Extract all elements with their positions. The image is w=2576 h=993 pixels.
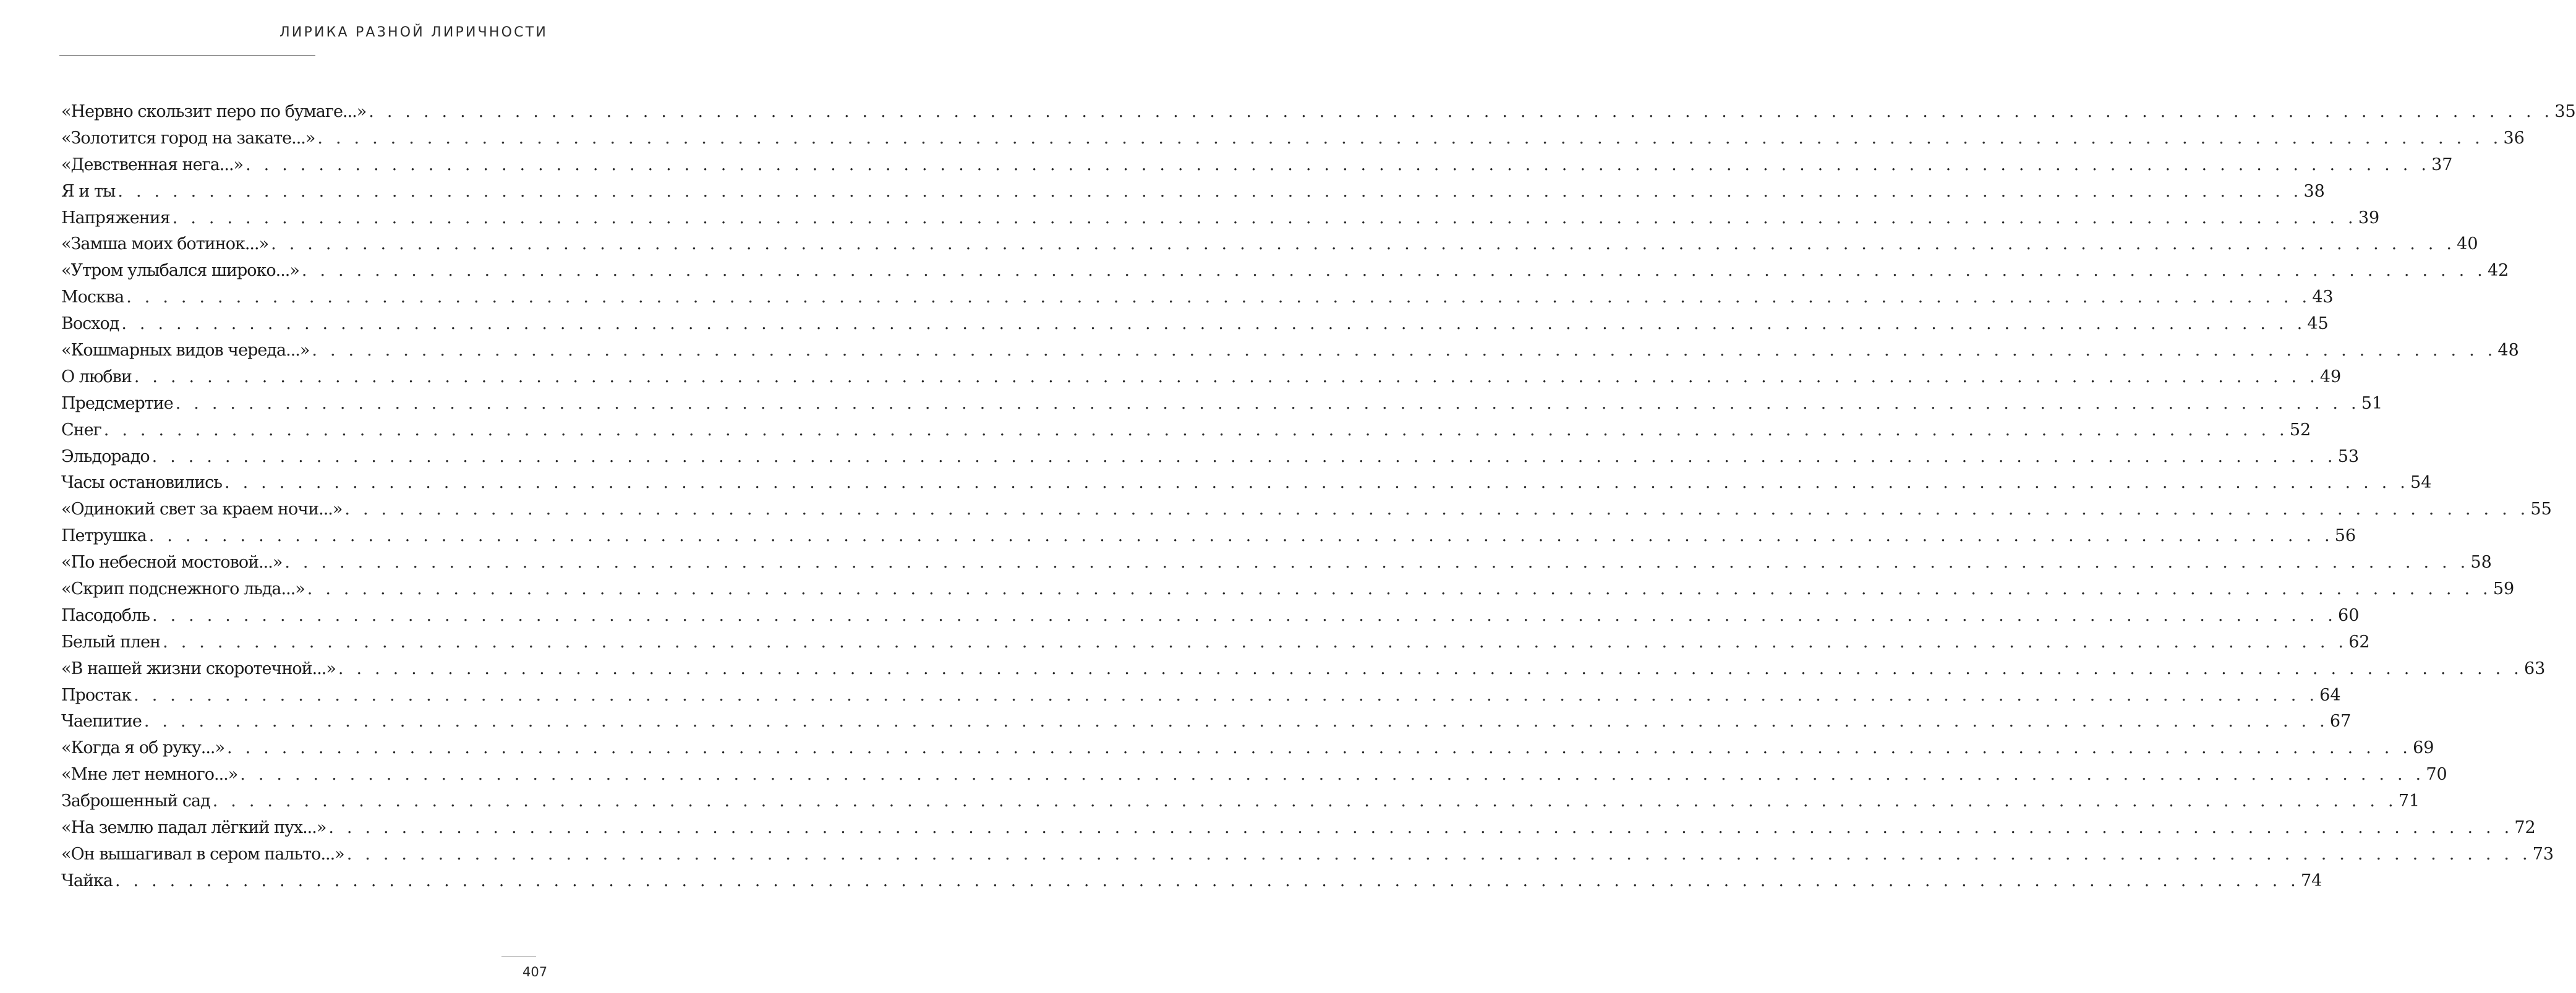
toc-entry xyxy=(61,205,2380,232)
dot-leader: . . . . . . . . . . . . . . . . . . . . . . . . . . . . . . . . . . . . . . . . . . . . . . . . . . . . . . . . . . . . . . . . . . . . . . . . . . . . . . . . . . . . . . . . . . . . . . . . . . . . . . . . . . . . . . . . . . . . . . . . xyxy=(301,261,2486,281)
toc-entry xyxy=(61,417,2311,444)
dot-leader: . . . . . . . . . . . . . . . . . . . . . . . . . . . . . . . . . . . . . . . . . . . . . . . . . . . . . . . . . . . . . . . . . . . . . . . . . . . . . . . . . . . . . . . . . . . . . . . . . . . . . . . . . . . . . . . . . . . . . . . . xyxy=(245,155,2431,174)
toc-entry xyxy=(61,364,2342,391)
toc-entry xyxy=(61,231,2478,258)
toc-entry xyxy=(61,126,2525,152)
dot-leader: . . . . . . . . . . . . . . . . . . . . . . . . . . . . . . . . . . . . . . . . . . . . . . . . . . . . . . . . . . . . . . . . . . . . . . . . . . . . . . . . . . . . . . . . . . . . . . . . . . . . . . . . . . . . . . . . . . . . . . . . xyxy=(312,341,2497,360)
toc-entry-page: 58 xyxy=(2470,553,2492,573)
toc-entry xyxy=(61,815,2536,842)
dot-leader: . . . . . . . . . . . . . . . . . . . . . . . . . . . . . . . . . . . . . . . . . . . . . . . . . . . . . . . . . . . . . . . . . . . . . . . . . . . . . . . . . . . . . . . . . . . . . . . . . . . . . . . . . . . . . . . . . . . . . . . . xyxy=(143,712,2329,731)
dot-leader: . . . . . . . . . . . . . . . . . . . . . . . . . . . . . . . . . . . . . . . . . . . . . . . . . . . . . . . . . . . . . . . . . . . . . . . . . . . . . . . . . . . . . . . . . . . . . . . . . . . . . . . . . . . . . . . . . . . . . . . . xyxy=(328,818,2514,838)
toc-entry xyxy=(61,496,2552,523)
dot-leader: . . . . . . . . . . . . . . . . . . . . . . . . . . . . . . . . . . . . . . . . . . . . . . . . . . . . . . . . . . . . . . . . . . . . . . . . . . . . . . . . . . . . . . . . . . . . . . . . . . . . . . . . . . . . . . . . . . . . . . . . xyxy=(121,314,2306,334)
toc-entry-page: 55 xyxy=(2530,500,2552,519)
toc-entry-page: 52 xyxy=(2289,420,2311,440)
toc-entry-title: «Замша моих ботинок...» xyxy=(61,234,269,254)
dot-leader: . . . . . . . . . . . . . . . . . . . . . . . . . . . . . . . . . . . . . . . . . . . . . . . . . . . . . . . . . . . . . . . . . . . . . . . . . . . . . . . . . . . . . . . . . . . . . . . . . . . . . . . . . . . . . . . . . . . . . . . . xyxy=(212,791,2397,811)
footer-rule xyxy=(501,956,536,957)
toc-entry-page: 74 xyxy=(2300,871,2322,890)
dot-leader: . . . . . . . . . . . . . . . . . . . . . . . . . . . . . . . . . . . . . . . . . . . . . . . . . . . . . . . . . . . . . . . . . . . . . . . . . . . . . . . . . . . . . . . . . . . . . . . . . . . . . . . . . . . . . . . . . . . . . . . . xyxy=(175,393,2360,413)
dot-leader: . . . . . . . . . . . . . . . . . . . . . . . . . . . . . . . . . . . . . . . . . . . . . . . . . . . . . . . . . . . . . . . . . . . . . . . . . . . . . . . . . . . . . . . . . . . . . . . . . . . . . . . . . . . . . . . . . . . . . . . . xyxy=(369,102,2554,121)
toc-entry-title: «Скрип подснежного льда...» xyxy=(61,579,305,599)
toc-entry xyxy=(61,284,2334,311)
toc-entry-page: 60 xyxy=(2338,605,2360,625)
toc-entry-title: Снег xyxy=(61,420,101,440)
header-rule xyxy=(59,55,315,56)
dot-leader: . . . . . . . . . . . . . . . . . . . . . . . . . . . . . . . . . . . . . . . . . . . . . . . . . . . . . . . . . . . . . . . . . . . . . . . . . . . . . . . . . . . . . . . . . . . . . . . . . . . . . . . . . . . . . . . . . . . . . . . . xyxy=(346,844,2531,864)
toc-entry-page: 36 xyxy=(2503,128,2525,148)
dot-leader: . . . . . . . . . . . . . . . . . . . . . . . . . . . . . . . . . . . . . . . . . . . . . . . . . . . . . . . . . . . . . . . . . . . . . . . . . . . . . . . . . . . . . . . . . . . . . . . . . . . . . . . . . . . . . . . . . . . . . . . . xyxy=(114,871,2300,890)
toc-entry-title: «Утром улыбался широко...» xyxy=(61,261,299,281)
toc-entry-page: 48 xyxy=(2497,341,2519,360)
dot-leader: . . . . . . . . . . . . . . . . . . . . . . . . . . . . . . . . . . . . . . . . . . . . . . . . . . . . . . . . . . . . . . . . . . . . . . . . . . . . . . . . . . . . . . . . . . . . . . . . . . . . . . . . . . . . . . . . . . . . . . . . xyxy=(152,605,2337,625)
toc-entry-page: 38 xyxy=(2303,181,2325,201)
dot-leader: . . . . . . . . . . . . . . . . . . . . . . . . . . . . . . . . . . . . . . . . . . . . . . . . . . . . . . . . . . . . . . . . . . . . . . . . . . . . . . . . . . . . . . . . . . . . . . . . . . . . . . . . . . . . . . . . . . . . . . . . xyxy=(134,685,2319,705)
toc-entry-title: Напряжения xyxy=(61,208,170,228)
toc-entry-page: 40 xyxy=(2457,234,2478,254)
toc-entry-page: 70 xyxy=(2426,765,2447,785)
toc-entry-title: «Он вышагивал в сером пальто...» xyxy=(61,844,344,864)
toc-entry-title: Пасодобль xyxy=(61,605,150,625)
toc-entry xyxy=(61,683,2341,709)
toc-entry xyxy=(61,99,2576,126)
toc-entry xyxy=(61,152,2453,179)
toc-entry-page: 64 xyxy=(2319,685,2341,705)
toc-entry-title: «Золотится город на закате...» xyxy=(61,128,315,148)
dot-leader: . . . . . . . . . . . . . . . . . . . . . . . . . . . . . . . . . . . . . . . . . . . . . . . . . . . . . . . . . . . . . . . . . . . . . . . . . . . . . . . . . . . . . . . . . . . . . . . . . . . . . . . . . . . . . . . . . . . . . . . . xyxy=(284,553,2470,573)
toc-entry-title: «В нашей жизни скоротечной...» xyxy=(61,658,336,678)
toc-entry-page: 54 xyxy=(2410,473,2432,493)
toc-entry-title: Москва xyxy=(61,288,124,307)
toc-entry xyxy=(61,788,2420,815)
toc-entry-page: 59 xyxy=(2493,579,2515,599)
toc-entry-title: «На землю падал лёгкий пух...» xyxy=(61,818,326,838)
toc-entry-title: «Одинокий свет за краем ночи...» xyxy=(61,500,343,519)
toc-entry-title: Заброшенный сад xyxy=(61,791,210,811)
toc-entry-title: «Кошмарных видов череда...» xyxy=(61,341,310,360)
toc-entry-title: Я и ты xyxy=(61,181,116,201)
toc-entry-page: 63 xyxy=(2523,658,2546,678)
toc-entry xyxy=(61,762,2447,788)
dot-leader: . . . . . . . . . . . . . . . . . . . . . . . . . . . . . . . . . . . . . . . . . . . . . . . . . . . . . . . . . . . . . . . . . . . . . . . . . . . . . . . . . . . . . . . . . . . . . . . . . . . . . . . . . . . . . . . . . . . . . . . . xyxy=(117,181,2303,201)
toc-entry xyxy=(61,842,2554,868)
dot-leader: . . . . . . . . . . . . . . . . . . . . . . . . . . . . . . . . . . . . . . . . . . . . . . . . . . . . . . . . . . . . . . . . . . . . . . . . . . . . . . . . . . . . . . . . . . . . . . . . . . . . . . . . . . . . . . . . . . . . . . . . xyxy=(271,234,2456,254)
toc-entry-page: 35 xyxy=(2554,102,2576,121)
toc-entry-title: Чайка xyxy=(61,871,113,890)
toc-entry-page: 39 xyxy=(2358,208,2380,228)
toc-entry xyxy=(61,656,2546,683)
toc-entry xyxy=(61,523,2356,550)
dot-leader: . . . . . . . . . . . . . . . . . . . . . . . . . . . . . . . . . . . . . . . . . . . . . . . . . . . . . . . . . . . . . . . . . . . . . . . . . . . . . . . . . . . . . . . . . . . . . . . . . . . . . . . . . . . . . . . . . . . . . . . . xyxy=(134,367,2319,386)
toc-entry-page: 71 xyxy=(2398,791,2420,811)
toc-entry xyxy=(61,470,2432,496)
dot-leader: . . . . . . . . . . . . . . . . . . . . . . . . . . . . . . . . . . . . . . . . . . . . . . . . . . . . . . . . . . . . . . . . . . . . . . . . . . . . . . . . . . . . . . . . . . . . . . . . . . . . . . . . . . . . . . . . . . . . . . . . xyxy=(224,473,2410,493)
toc-entry xyxy=(61,603,2360,629)
toc-entry-page: 56 xyxy=(2334,526,2356,546)
toc-entry-title: Предсмертие xyxy=(61,393,173,413)
toc-entry-page: 73 xyxy=(2532,844,2554,864)
toc-entry-title: Петрушка xyxy=(61,526,147,546)
dot-leader: . . . . . . . . . . . . . . . . . . . . . . . . . . . . . . . . . . . . . . . . . . . . . . . . . . . . . . . . . . . . . . . . . . . . . . . . . . . . . . . . . . . . . . . . . . . . . . . . . . . . . . . . . . . . . . . . . . . . . . . . xyxy=(103,420,2288,440)
dot-leader: . . . . . . . . . . . . . . . . . . . . . . . . . . . . . . . . . . . . . . . . . . . . . . . . . . . . . . . . . . . . . . . . . . . . . . . . . . . . . . . . . . . . . . . . . . . . . . . . . . . . . . . . . . . . . . . . . . . . . . . . xyxy=(317,128,2502,148)
toc-entry-title: Белый плен xyxy=(61,632,161,652)
dot-leader: . . . . . . . . . . . . . . . . . . . . . . . . . . . . . . . . . . . . . . . . . . . . . . . . . . . . . . . . . . . . . . . . . . . . . . . . . . . . . . . . . . . . . . . . . . . . . . . . . . . . . . . . . . . . . . . . . . . . . . . . xyxy=(172,208,2357,228)
dot-leader: . . . . . . . . . . . . . . . . . . . . . . . . . . . . . . . . . . . . . . . . . . . . . . . . . . . . . . . . . . . . . . . . . . . . . . . . . . . . . . . . . . . . . . . . . . . . . . . . . . . . . . . . . . . . . . . . . . . . . . . . xyxy=(163,632,2348,652)
dot-leader: . . . . . . . . . . . . . . . . . . . . . . . . . . . . . . . . . . . . . . . . . . . . . . . . . . . . . . . . . . . . . . . . . . . . . . . . . . . . . . . . . . . . . . . . . . . . . . . . . . . . . . . . . . . . . . . . . . . . . . . . xyxy=(240,765,2425,785)
running-head: ЛИРИКА РАЗНОЙ ЛИРИЧНОСТИ xyxy=(279,25,548,40)
toc-entry xyxy=(61,576,2515,603)
toc-entry xyxy=(61,868,2322,895)
toc-entry xyxy=(61,258,2509,284)
toc-entry xyxy=(61,709,2352,735)
toc-entry-page: 51 xyxy=(2361,393,2383,413)
toc-entry xyxy=(61,444,2360,471)
dot-leader: . . . . . . . . . . . . . . . . . . . . . . . . . . . . . . . . . . . . . . . . . . . . . . . . . . . . . . . . . . . . . . . . . . . . . . . . . . . . . . . . . . . . . . . . . . . . . . . . . . . . . . . . . . . . . . . . . . . . . . . . xyxy=(227,738,2412,758)
toc-entry-title: О любви xyxy=(61,367,132,386)
toc-entry-title: Чаепитие xyxy=(61,712,142,731)
toc-entry xyxy=(61,550,2492,576)
toc-entry-page: 45 xyxy=(2307,314,2329,334)
toc-entry-title: Часы остановились xyxy=(61,473,222,493)
toc-entry-page: 42 xyxy=(2487,261,2509,281)
toc-entry xyxy=(61,391,2383,417)
toc-entry-page: 67 xyxy=(2329,712,2352,731)
dot-leader: . . . . . . . . . . . . . . . . . . . . . . . . . . . . . . . . . . . . . . . . . . . . . . . . . . . . . . . . . . . . . . . . . . . . . . . . . . . . . . . . . . . . . . . . . . . . . . . . . . . . . . . . . . . . . . . . . . . . . . . . xyxy=(151,446,2337,466)
dot-leader: . . . . . . . . . . . . . . . . . . . . . . . . . . . . . . . . . . . . . . . . . . . . . . . . . . . . . . . . . . . . . . . . . . . . . . . . . . . . . . . . . . . . . . . . . . . . . . . . . . . . . . . . . . . . . . . . . . . . . . . . xyxy=(126,288,2311,307)
toc-entry-page: 43 xyxy=(2312,288,2334,307)
toc-entry-page: 37 xyxy=(2431,155,2453,174)
toc-entry-page: 49 xyxy=(2319,367,2342,386)
dot-leader: . . . . . . . . . . . . . . . . . . . . . . . . . . . . . . . . . . . . . . . . . . . . . . . . . . . . . . . . . . . . . . . . . . . . . . . . . . . . . . . . . . . . . . . . . . . . . . . . . . . . . . . . . . . . . . . . . . . . . . . . xyxy=(338,658,2523,678)
toc-entry-title: «Когда я об руку...» xyxy=(61,738,225,758)
toc-entry xyxy=(61,735,2434,762)
table-of-contents xyxy=(61,99,2576,895)
dot-leader: . . . . . . . . . . . . . . . . . . . . . . . . . . . . . . . . . . . . . . . . . . . . . . . . . . . . . . . . . . . . . . . . . . . . . . . . . . . . . . . . . . . . . . . . . . . . . . . . . . . . . . . . . . . . . . . . . . . . . . . . xyxy=(148,526,2334,546)
toc-entry-title: «Мне лет немного...» xyxy=(61,765,238,785)
toc-entry-title: Восход xyxy=(61,314,119,334)
toc-entry-title: Простак xyxy=(61,685,132,705)
toc-entry xyxy=(61,629,2370,656)
toc-entry xyxy=(61,311,2329,338)
toc-entry-title: Эльдорадо xyxy=(61,446,150,466)
toc-entry xyxy=(61,338,2519,364)
toc-entry-page: 62 xyxy=(2348,632,2370,652)
dot-leader: . . . . . . . . . . . . . . . . . . . . . . . . . . . . . . . . . . . . . . . . . . . . . . . . . . . . . . . . . . . . . . . . . . . . . . . . . . . . . . . . . . . . . . . . . . . . . . . . . . . . . . . . . . . . . . . . . . . . . . . . xyxy=(344,500,2530,519)
toc-entry-title: «Нервно скользит перо по бумаге...» xyxy=(61,102,367,121)
toc-entry-page: 53 xyxy=(2337,446,2360,466)
page-number: 407 xyxy=(522,965,548,979)
toc-entry xyxy=(61,179,2325,205)
toc-entry-title: «Девственная нега...» xyxy=(61,155,244,174)
dot-leader: . . . . . . . . . . . . . . . . . . . . . . . . . . . . . . . . . . . . . . . . . . . . . . . . . . . . . . . . . . . . . . . . . . . . . . . . . . . . . . . . . . . . . . . . . . . . . . . . . . . . . . . . . . . . . . . . . . . . . . . . xyxy=(307,579,2492,599)
toc-entry-title: «По небесной мостовой...» xyxy=(61,553,283,573)
toc-entry-page: 72 xyxy=(2514,818,2536,838)
toc-entry-page: 69 xyxy=(2413,738,2434,758)
